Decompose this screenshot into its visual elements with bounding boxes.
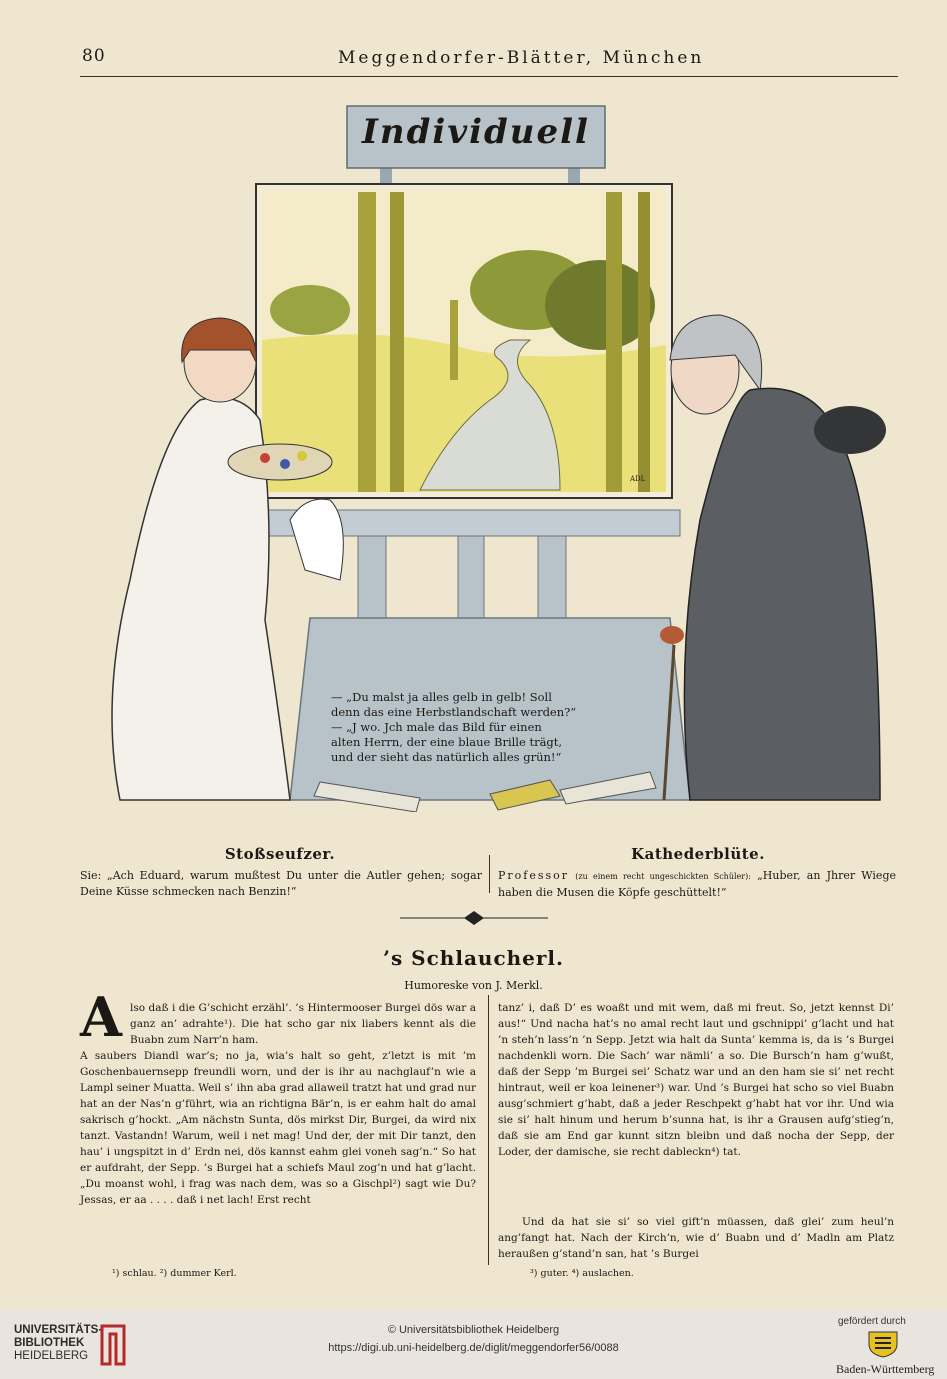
right-joke-quote: „Huber, an Jhrer Wiege haben die Musen die Köpfe geschüttelt!“ [498,869,896,899]
story-col2-p1: tanz’ i, daß D’ es woaßt und mit wem, daß mi freut. So, jetzt kennst Di’ aus!“ Und nacha hat’s no amal recht laut und gschnippi’ g’lacht und hat ’n steh’n lass’n ’n Sepp. Jetzt wia halt da Sunta’ kemma is, da is ’s Burgei nachdenkli worn. Die Sach’ war nämli’ a so. Die Bursch’n ham g’wußt, daß der Sepp ’m Burgei sei’ Schatz war und an den ham sie si’ net recht hintraut, weil er koa leinener³) war. Und ’s Burgei hat scho so viel Buabn ausg’schmiert g’habt, daß a jeder Reschpekt g’habt hat vor ihr. Und wia sie si’ halt hinum und herum b’sunna hat, is ihr a Grausen aufg’stieg’n, daß sie am End gar kunnt sitzn bleibn und daß nocha der Sepp, der Loder, der damische, sie recht dableckn⁴) tat. [498,1002,894,1158]
library-line3: HEIDELBERG [14,1350,89,1362]
joke-divider [489,855,490,893]
state-name: Baden-Württemberg [836,1362,935,1376]
page-number: 80 [82,46,106,66]
painting-bush-3 [270,285,350,335]
left-joke-text: Sie: „Ach Eduard, warum mußtest Du unter die Autler gehen; sogar Deine Küsse schmecken nach Benzin!“ [80,869,482,898]
rag [290,499,343,580]
sign-title: Individuell [362,112,590,152]
story-subtitle: Humoreske von J. Merkl. [404,979,543,992]
paint-dab [297,451,307,461]
right-joke-title: Kathederblüte. [631,845,765,863]
library-line1: UNIVERSITÄTS- [14,1324,103,1336]
paint-dab [280,459,290,469]
story-col2-p2: Und da hat sie si’ so viel gift’n müassen, daß glei’ zum heul’n ang’fangt hat. Nach der Kirch’n, wie d’ Buabn und d’ Madln am Platz heraußen g’stand’n san, hat ’s Burgei [498,1216,894,1260]
illustration-caption: — „Du malst ja alles gelb in gelb! Soll denn das eine Herbstlandschaft werden?“ — „J wo. Jch male das Bild für einen alten Herrn, der eine blaue Brille trägt, und der sieht das natürlich alles grün!“ [331,690,577,764]
story-col1-first: lso daß i die G’schicht erzähl’. ’s Hintermooser Burgei dös war a ganz an’ adrahte¹). Die hat scho gar nix liabers kennt als die Buabn zum Narr’n ham. [130,1002,476,1046]
paint-dab [260,453,270,463]
painting-tree [606,192,622,492]
ornament-divider [400,910,548,926]
story-col2-footnote: ³) guter. ⁴) auslachen. [530,1268,634,1279]
right-joke-aside: (zu einem recht ungeschickten Schüler): [575,872,751,881]
copyright-text: © Universitätsbibliothek Heidelberg [387,1324,560,1336]
publication-title: Meggendorfer-Blätter, München [338,48,705,68]
drop-cap: A [80,985,122,1049]
old-man-hand [660,626,684,644]
painting-tree [358,192,376,492]
story-col1-rest: A saubers Diandl war’s; no ja, wia’s halt so geht, z’letzt is mit ’m Goschenbauernsepp freundli worn, und der is ihr au nachglauf’n wie a Lampl seiner Muatta. Weil s’ ihn aba grad allaweil tratzt hat und grad nur hat an der Nas’n g’führt, wia an richtigna Bär’n, is er eahm halt do amal sakrisch g’hockt. „Am nächstn Sunta, dös mirkst Dir, Burgei, da wird nix tanzt. Vastandn! Warum, weil i net mag! Und der, der mit Dir tanzt, den hau’ i ungspitzt in d’ Erdn nei, dös kannst eahm glei voneh sag’n.“ So hat er aufdraht, der Sepp. ’s Burgei hat a schiefs Maul zog’n und hat g’lacht. „Du moanst wohl, i frag was nach dem, was so a Gischpl²) sagt wie Du? Jessas, er aa . . . . daß i net lach! Erst recht [80,1050,476,1206]
permalink-url[interactable]: https://digi.ub.uni-heidelberg.de/diglit/meggendorfer56/0088 [328,1342,619,1354]
painting-tree [450,300,458,380]
artist-monogram: ADL [630,475,646,483]
painting-tree [390,192,404,492]
column-divider [488,995,489,1265]
right-joke-text [498,868,896,901]
funded-by-label: gefördert durch [838,1316,906,1327]
footer-bar [0,1310,947,1379]
story-title: ’s Schlaucherl. [383,946,564,970]
story-col1-footnote: ¹) schlau. ²) dummer Kerl. [112,1268,237,1279]
library-line2: BIBLIOTHEK [14,1337,85,1349]
left-joke-title: Stoßseufzer. [224,845,336,863]
header-rule [80,76,898,77]
hat [814,406,886,454]
painting-tree [638,192,650,492]
palette [228,444,332,480]
right-joke-speaker: Professor [498,869,570,882]
state-coat-of-arms-icon [866,1330,900,1358]
